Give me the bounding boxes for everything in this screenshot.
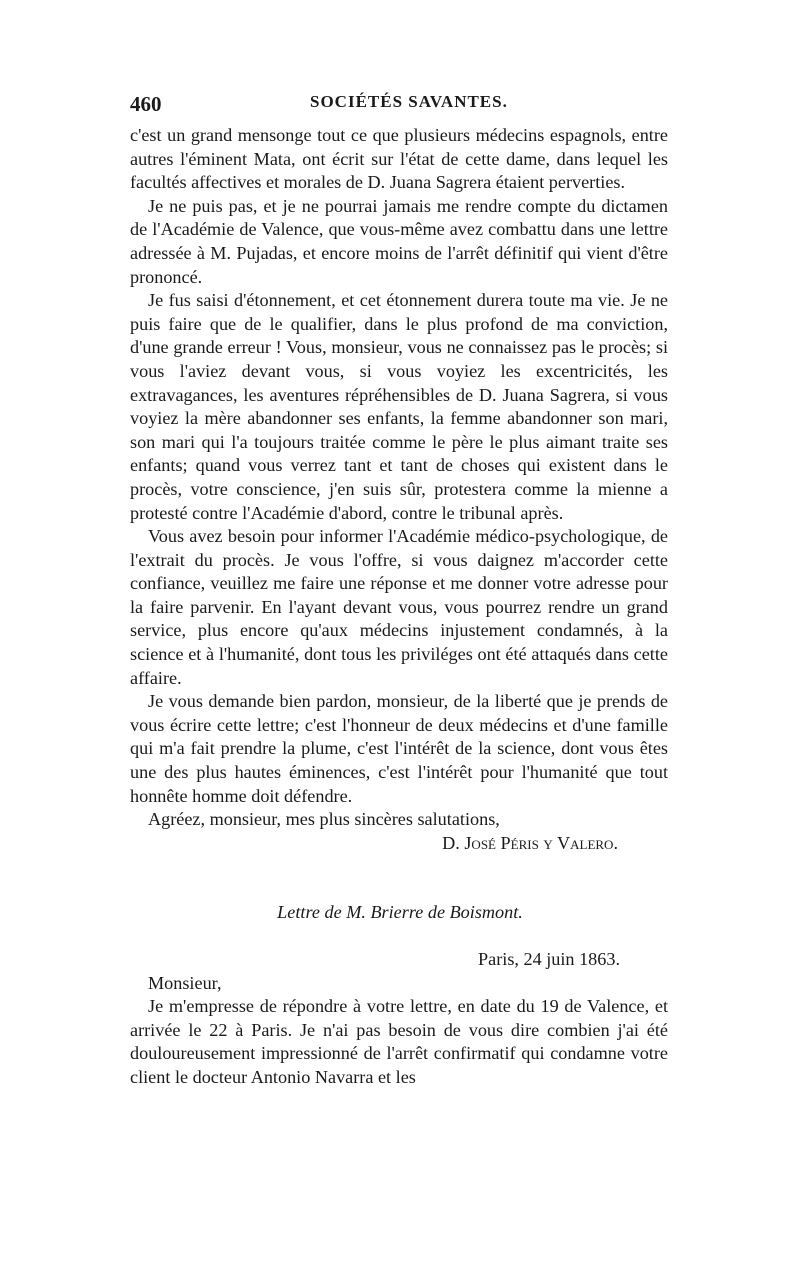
page-header <box>130 92 670 118</box>
paragraph: Je fus saisi d'étonnement, et cet étonnement durera toute ma vie. Je ne puis faire que de le qualifier, dans le plus profond de ma conviction, d'une grande erreur ! Vous, monsieur, vous ne connaissez pas le procès; si vous l'aviez devant vous, si vous voyiez les excentricités, les extravagances, les aventures répréhensibles de D. Juana Sagrera, si vous voyiez la mère abandonner ses enfants, la femme abandonner son mari, son mari qui l'a toujours traitée comme le père le plus aimant traite ses enfants; quand vous verrez tant et tant de choses qui existent dans le procès, votre conscience, j'en suis sûr, protestera comme la mienne a protesté contre l'Académie d'abord, contre le tribunal après. <box>130 290 668 523</box>
main-text <box>130 124 668 855</box>
running-head: SOCIÉTÉS SAVANTES. <box>310 92 508 111</box>
letter-body <box>130 948 668 1090</box>
paragraph: c'est un grand mensonge tout ce que plusieurs médecins espagnols, entre autres l'éminent Mata, ont écrit sur l'état de cette dame, dans lequel les facultés affectives et morales de D. Juana Sagrera étaient perverties. <box>130 125 668 193</box>
paragraph: Vous avez besoin pour informer l'Académie médico-psychologique, de l'extrait du procès. Je vous l'offre, si vous daignez m'accorder cette confiance, veuillez me faire une réponse et me donner votre adresse pour la faire parvenir. En l'ayant devant vous, vous pourrez rendre un grand service, plus encore qu'aux médecins injustement condamnés, à la science et à l'humanité, dont tous les priviléges ont été attaqués dans cette affaire. <box>130 526 668 688</box>
paragraph: Je ne puis pas, et je ne pourrai jamais me rendre compte du dictamen de l'Académie de Valence, que vous-même avez combattu dans une lettre adressée à M. Pujadas, et encore moins de l'arrêt définitif qui vient d'être prononcé. <box>130 195 668 287</box>
dateline: Paris, 24 juin 1863. <box>478 949 620 969</box>
signature: D. José Péris y Valero. <box>442 832 618 853</box>
closing-line: Agréez, monsieur, mes plus sincères salutations, <box>148 809 500 830</box>
page-number: 460 <box>130 92 162 116</box>
salutation: Monsieur, <box>148 972 222 993</box>
paragraph: Je vous demande bien pardon, monsieur, de la liberté que je prends de vous écrire cette lettre; c'est l'honneur de deux médecins et d'une famille qui m'a fait prendre la plume, c'est l'intérêt de la science, dont vous êtes une des plus hautes éminences, c'est l'intérêt pour l'humanité que tout honnête homme doit défendre. <box>130 691 668 806</box>
paragraph: Je m'empresse de répondre à votre lettre, en date du 19 de Valence, et arrivée le 22 à Paris. Je n'ai pas besoin de vous dire combien j'ai été douloureusement impressionné de l'arrêt confirmatif qui condamne votre client le docteur Antonio Navarra et les <box>130 996 668 1087</box>
letter-title: Lettre de M. Brierre de Boismont. <box>277 902 523 922</box>
